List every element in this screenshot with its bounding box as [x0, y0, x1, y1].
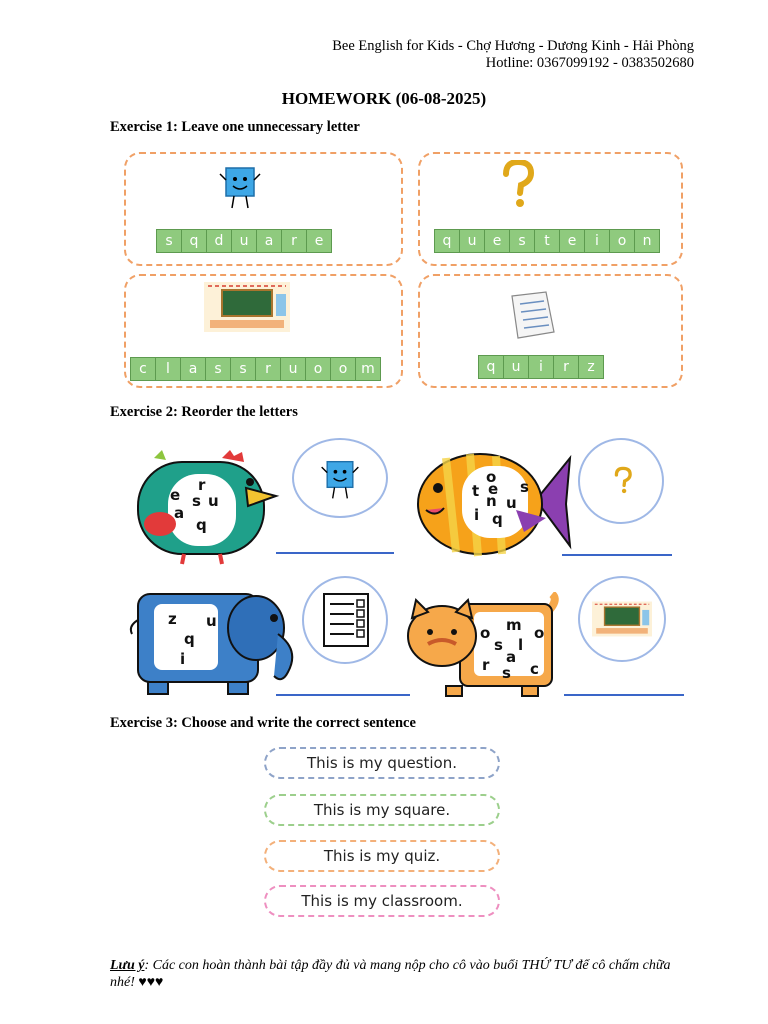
letter: u: [506, 494, 517, 512]
question-mark-icon: [498, 160, 538, 210]
exercise-1-tiles-question: [434, 229, 659, 253]
letter-tile: r: [255, 357, 281, 381]
note: [110, 957, 680, 991]
sentence-option-3[interactable]: This is my quiz.: [264, 840, 500, 872]
letter: t: [472, 482, 480, 500]
letter-tile: s: [509, 229, 535, 253]
letter-tile: r: [281, 229, 307, 253]
letter: r: [482, 656, 490, 674]
letter: s: [494, 636, 503, 654]
letter: e: [170, 486, 181, 504]
fish-letters: [416, 448, 572, 560]
letter-tile: s: [205, 357, 231, 381]
letter-tile: o: [330, 357, 356, 381]
letter: z: [168, 610, 177, 628]
exercise-1-tiles-square: [156, 229, 331, 253]
letter: u: [208, 492, 219, 510]
square-character-icon: [218, 164, 262, 212]
letter-tile: u: [280, 357, 306, 381]
exercise-1-tiles-classroom: [130, 357, 380, 381]
note-label: Lưu ý: [110, 958, 145, 973]
letter: s: [502, 664, 511, 682]
letter-tile: q: [434, 229, 460, 253]
exercise-3-title: Exercise 3: Choose and write the correct sentence: [110, 715, 416, 731]
letter-tile: e: [484, 229, 510, 253]
letter-tile: t: [534, 229, 560, 253]
bird-letters: [134, 448, 280, 566]
header-line-1: Bee English for Kids - Chợ Hương - Dương Kinh - Hải Phòng: [332, 38, 694, 54]
letter-tile: m: [355, 357, 381, 381]
letter: u: [206, 612, 217, 630]
letter-tile: u: [459, 229, 485, 253]
cat-letters: [406, 592, 564, 698]
picture-circle-square: [292, 438, 388, 518]
letter: c: [530, 660, 539, 678]
letter-tile: e: [306, 229, 332, 253]
letter-tile: e: [559, 229, 585, 253]
quiz-paper-icon: [506, 290, 558, 340]
header-line-2: Hotline: 0367099192 - 0383502680: [485, 55, 694, 71]
answer-line-1: [276, 552, 394, 554]
answer-line-2: [562, 554, 672, 556]
letter-tile: l: [155, 357, 181, 381]
letter: q: [492, 510, 503, 528]
letter-tile: s: [230, 357, 256, 381]
header: [332, 38, 694, 72]
letter-tile: o: [305, 357, 331, 381]
square-character-icon: [318, 458, 362, 502]
answer-line-4: [564, 694, 684, 696]
letter: q: [184, 630, 195, 648]
classroom-icon: [592, 596, 652, 642]
page-title: HOMEWORK (06-08-2025): [281, 89, 487, 108]
letter-tile: d: [206, 229, 232, 253]
letter-tile: n: [634, 229, 660, 253]
picture-circle-quiz: [302, 576, 388, 664]
exercise-2-title: Exercise 2: Reorder the letters: [110, 404, 298, 420]
letter-tile: u: [231, 229, 257, 253]
letter: n: [486, 492, 497, 510]
letter: o: [486, 468, 497, 486]
letter: m: [506, 616, 522, 634]
letter-tile: a: [180, 357, 206, 381]
letter-tile: a: [256, 229, 282, 253]
letter: s: [520, 478, 529, 496]
sentence-option-1[interactable]: This is my question.: [264, 747, 500, 779]
letter-tile: c: [130, 357, 156, 381]
checklist-icon: [322, 592, 370, 648]
letter-tile: u: [503, 355, 529, 379]
letter: r: [198, 476, 206, 494]
elephant-letters: [128, 590, 300, 696]
sentence-option-4[interactable]: This is my classroom.: [264, 885, 500, 917]
letter: l: [518, 636, 524, 654]
letter: a: [506, 648, 517, 666]
letter-tile: i: [584, 229, 610, 253]
sentence-option-2[interactable]: This is my square.: [264, 794, 500, 826]
answer-line-3: [276, 694, 410, 696]
letter-tile: q: [181, 229, 207, 253]
letter-tile: s: [156, 229, 182, 253]
letter: s: [192, 492, 201, 510]
classroom-icon: [204, 282, 290, 332]
picture-circle-classroom: [578, 576, 666, 662]
letter: a: [174, 504, 185, 522]
picture-circle-question: [578, 438, 664, 524]
note-text: : Các con hoàn thành bài tập đầy đủ và mang nộp cho cô vào buổi THỨ TƯ để cô chấm chữa nhé! ♥♥♥: [110, 958, 671, 990]
exercise-1-title: Exercise 1: Leave one unnecessary letter: [110, 119, 360, 135]
letter: e: [488, 480, 499, 498]
letter-tile: r: [553, 355, 579, 379]
letter-tile: q: [478, 355, 504, 379]
question-mark-icon: [612, 464, 634, 498]
exercise-1-tiles-quiz: [478, 355, 603, 379]
letter: i: [474, 506, 480, 524]
letter-tile: i: [528, 355, 554, 379]
letter: o: [480, 624, 491, 642]
letter: i: [180, 650, 186, 668]
letter-tile: o: [609, 229, 635, 253]
letter-tile: z: [578, 355, 604, 379]
letter: o: [534, 624, 545, 642]
letter: q: [196, 516, 207, 534]
